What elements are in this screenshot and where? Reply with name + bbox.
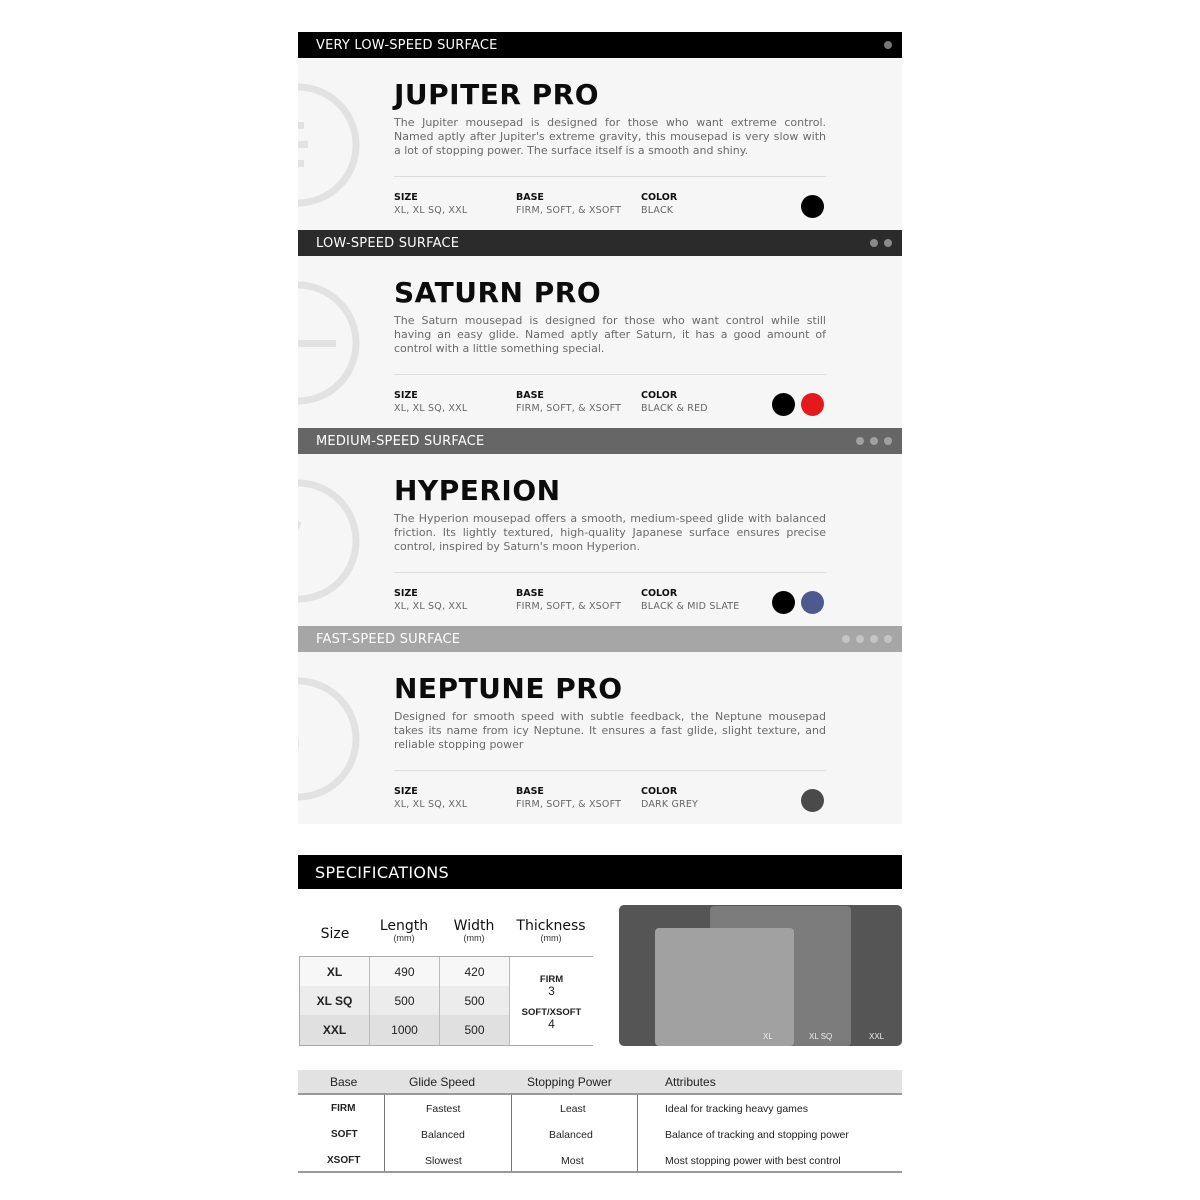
color-swatch-black[interactable] <box>801 195 824 218</box>
color-swatches <box>772 393 824 416</box>
surface-saturn-pro <box>298 230 902 428</box>
product-name: HYPERION <box>394 474 561 507</box>
size-label: SIZE <box>394 588 418 599</box>
surface-list <box>298 32 902 824</box>
product-description: The Jupiter mousepad is designed for those who want extreme control. Named aptly after Jupiter's extreme gravity, this mousepad is very slow with a lot of stopping power. The surface itself is a smooth and shiny. <box>394 116 826 157</box>
color-value: BLACK <box>641 205 674 216</box>
product-card <box>298 58 902 230</box>
width-cell: 420 <box>440 957 510 987</box>
size-value: XL, XL SQ, XXL <box>394 601 468 612</box>
size-value: XL, XL SQ, XXL <box>394 403 468 414</box>
product-card <box>298 454 902 626</box>
color-label: COLOR <box>641 390 678 401</box>
column-divider <box>384 1095 385 1171</box>
product-meta <box>394 192 826 222</box>
col-header-size: Size <box>320 926 350 942</box>
hyperion-v-logo-icon <box>298 476 362 606</box>
col-header-base: Base <box>330 1075 358 1089</box>
divider <box>394 770 826 771</box>
length-cell: 1000 <box>370 1015 440 1045</box>
base-label: BASE <box>516 786 544 797</box>
base-label: BASE <box>516 192 544 203</box>
table-row <box>300 957 510 987</box>
color-label: COLOR <box>641 786 678 797</box>
thickness-soft-label: SOFT/XSOFT <box>521 1007 582 1018</box>
glide-cell: Balanced <box>421 1129 465 1141</box>
base-cell: FIRM <box>331 1103 356 1114</box>
speed-dots-icon <box>856 437 892 445</box>
col-header-glide-speed: Glide Speed <box>409 1075 476 1089</box>
table-row <box>300 986 510 1016</box>
color-swatch-mid-slate[interactable] <box>801 591 824 614</box>
size-comparison-graphic <box>619 905 902 1046</box>
base-cell: SOFT <box>331 1129 358 1140</box>
product-meta <box>394 588 826 618</box>
stopping-cell: Most <box>561 1155 584 1167</box>
color-swatch-black[interactable] <box>772 591 795 614</box>
size-label: SIZE <box>394 786 418 797</box>
size-cell: XXL <box>300 1015 370 1045</box>
pad-label-xl-sq: XL SQ <box>809 1032 833 1041</box>
pad-xl-shape <box>655 928 794 1046</box>
speed-dots-icon <box>842 635 892 643</box>
base-value: FIRM, SOFT, & XSOFT <box>516 403 622 414</box>
base-value: FIRM, SOFT, & XSOFT <box>516 799 622 810</box>
speed-dots-icon <box>870 239 892 247</box>
specifications-header <box>298 855 902 889</box>
color-label: COLOR <box>641 588 678 599</box>
specifications-title: SPECIFICATIONS <box>315 862 450 882</box>
speed-band-label: LOW-SPEED SURFACE <box>316 235 460 251</box>
product-meta <box>394 786 826 816</box>
col-header-stopping-power: Stopping Power <box>527 1075 612 1089</box>
base-comparison-table <box>298 1070 902 1173</box>
color-swatches <box>772 591 824 614</box>
product-meta <box>394 390 826 420</box>
attributes-cell: Most stopping power with best control <box>665 1155 841 1167</box>
stopping-cell: Balanced <box>549 1129 593 1141</box>
size-label: SIZE <box>394 192 418 203</box>
base-label: BASE <box>516 390 544 401</box>
dimension-grid <box>299 956 593 1046</box>
speed-band-label: VERY LOW-SPEED SURFACE <box>316 37 498 53</box>
surface-hyperion <box>298 428 902 626</box>
thickness-firm-label: FIRM <box>539 974 564 985</box>
table-header <box>298 1070 902 1095</box>
product-description: The Hyperion mousepad offers a smooth, medium-speed glide with balanced friction. Its lightly textured, high-quality Japanese surface ensures precise control, inspired by Saturn's moon Hyperion. <box>394 512 826 553</box>
product-name: NEPTUNE PRO <box>394 672 623 705</box>
color-label: COLOR <box>641 192 678 203</box>
size-label: SIZE <box>394 390 418 401</box>
width-cell: 500 <box>440 986 510 1016</box>
size-value: XL, XL SQ, XXL <box>394 799 468 810</box>
col-header-width: Width (mm) <box>453 918 495 943</box>
speed-band-label: FAST-SPEED SURFACE <box>316 631 461 647</box>
product-card <box>298 652 902 824</box>
thickness-soft-value: 4 <box>548 1017 555 1031</box>
table-row <box>300 1015 510 1045</box>
size-value: XL, XL SQ, XXL <box>394 205 468 216</box>
color-swatch-dark-grey[interactable] <box>801 789 824 812</box>
pad-label-xl: XL <box>763 1032 773 1041</box>
saturn-ring-logo-icon <box>298 278 362 408</box>
color-value: BLACK & RED <box>641 403 708 414</box>
speed-band <box>298 230 902 256</box>
speed-band-label: MEDIUM-SPEED SURFACE <box>316 433 485 449</box>
thickness-cell <box>510 957 593 1045</box>
product-description: Designed for smooth speed with subtle feedback, the Neptune mousepad takes its name from icy Neptune. It ensures a fast glide, slight texture, and reliable stopping power <box>394 710 826 751</box>
base-cell: XSOFT <box>327 1155 361 1166</box>
base-label: BASE <box>516 588 544 599</box>
color-swatches <box>801 789 824 812</box>
glide-cell: Slowest <box>425 1155 462 1167</box>
thickness-firm-value: 3 <box>548 984 555 998</box>
table-body <box>298 1095 902 1173</box>
color-swatches <box>801 195 824 218</box>
column-divider <box>637 1095 638 1171</box>
base-value: FIRM, SOFT, & XSOFT <box>516 205 622 216</box>
color-value: BLACK & MID SLATE <box>641 601 740 612</box>
speed-band <box>298 428 902 454</box>
color-value: DARK GREY <box>641 799 699 810</box>
speed-band <box>298 626 902 652</box>
divider <box>394 374 826 375</box>
divider <box>394 572 826 573</box>
color-swatch-black[interactable] <box>772 393 795 416</box>
column-divider <box>511 1095 512 1171</box>
length-cell: 490 <box>370 957 440 987</box>
pad-label-xxl: XXL <box>869 1032 885 1041</box>
surface-jupiter-pro <box>298 32 902 230</box>
divider <box>394 176 826 177</box>
glide-cell: Fastest <box>426 1103 461 1115</box>
attributes-cell: Ideal for tracking heavy games <box>665 1103 808 1115</box>
product-name: JUPITER PRO <box>394 78 600 111</box>
speed-band <box>298 32 902 58</box>
col-header-length: Length (mm) <box>379 918 429 943</box>
col-header-attributes: Attributes <box>665 1075 716 1089</box>
product-description: The Saturn mousepad is designed for those who want control while still having an easy glide. Named aptly after Saturn, it has a good amount of control with a little something special. <box>394 314 826 355</box>
surface-neptune-pro <box>298 626 902 824</box>
size-cell: XL <box>300 957 370 987</box>
width-cell: 500 <box>440 1015 510 1045</box>
attributes-cell: Balance of tracking and stopping power <box>665 1129 849 1141</box>
neptune-waves-logo-icon <box>298 674 362 804</box>
col-header-thickness: Thickness (mm) <box>516 918 586 943</box>
color-swatch-red[interactable] <box>801 393 824 416</box>
length-cell: 500 <box>370 986 440 1016</box>
base-value: FIRM, SOFT, & XSOFT <box>516 601 622 612</box>
stopping-cell: Least <box>560 1103 586 1115</box>
size-cell: XL SQ <box>300 986 370 1016</box>
jupiter-lines-logo-icon <box>298 80 362 210</box>
speed-dots-icon <box>884 41 892 49</box>
product-name: SATURN PRO <box>394 276 602 309</box>
product-card <box>298 256 902 428</box>
